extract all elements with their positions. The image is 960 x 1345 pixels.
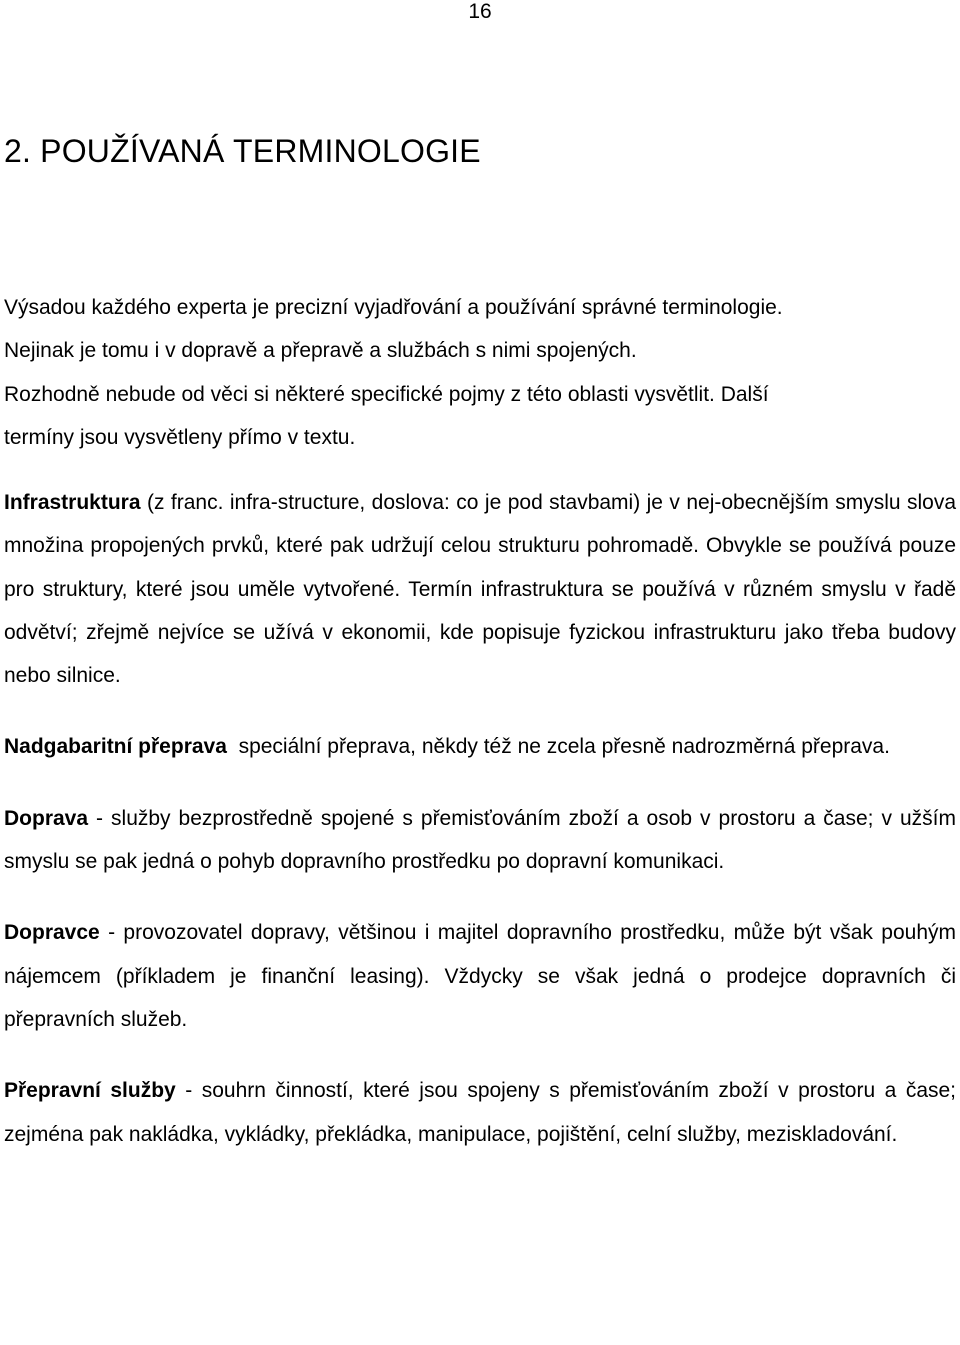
definition-text: (z franc. infra-structure, doslova: co je pod stavbami) je v nej-obecnějším smyslu slova množina propojených prvků, které pak udržují celou strukturu pohromadě. Obvykle se používá pouze pro struktury, které jsou uměle vytvořené. Termín infrastruktura se používá v různém smyslu v řadě odvětví; zřejmě nejvíce se užívá v ekonomii, kde popisuje fyzickou infrastrukturu jako třeba budovy nebo silnice. [4,491,956,688]
definition-dopravce [4,911,956,1041]
intro-line: termíny jsou vysvětleny přímo v textu. [4,425,356,449]
definition-term: Přepravní služby [4,1079,176,1103]
definition-prepravni-sluzby [4,1069,956,1156]
definition-doprava [4,797,956,884]
definition-text: speciální přeprava, někdy též ne zcela přesně nadrozměrná přeprava. [226,735,890,759]
chapter-title: 2. POUŽÍVANÁ TERMINOLOGIE [4,133,481,169]
intro-line: Výsadou každého experta je precizní vyjadřování a používání správné terminologie. [4,296,783,319]
definition-term: Nadgabaritní přeprava [4,735,227,759]
definition-term: Infrastruktura [4,491,141,514]
definition-infrastruktura [4,481,956,697]
definitions-list [4,481,956,1156]
page-number: 16 [468,0,492,23]
definition-text: - souhrn činností, které jsou spojeny s přemisťováním zboží v prostoru a čase; zejména pak nakládka, vykládky, překládka, manipulace, pojištění, celní služby, meziskladování. [4,1079,957,1146]
intro-line: Rozhodně nebude od věci si některé specifické pojmy z této oblasti vysvětlit. Další [4,382,769,406]
definition-term: Dopravce [4,921,100,945]
intro-paragraph [4,286,956,459]
definition-nadgabaritni-preprava [4,725,956,768]
definition-text: - služby bezprostředně spojené s přemisťováním zboží a osob v prostoru a čase; v užším smyslu se pak jedná o pohyb dopravního prostředku po dopravní komunikaci. [4,806,956,874]
intro-line: Nejinak je tomu i v dopravě a přepravě a službách s nimi spojených. [4,339,637,363]
definition-text: - provozovatel dopravy, většinou i majitel dopravního prostředku, může být však pouhým nájemcem (příkladem je finanční leasing). Vždycky se však jedná o prodejce dopravních či přepravních služeb. [4,921,956,1031]
definition-term: Doprava [4,806,89,830]
